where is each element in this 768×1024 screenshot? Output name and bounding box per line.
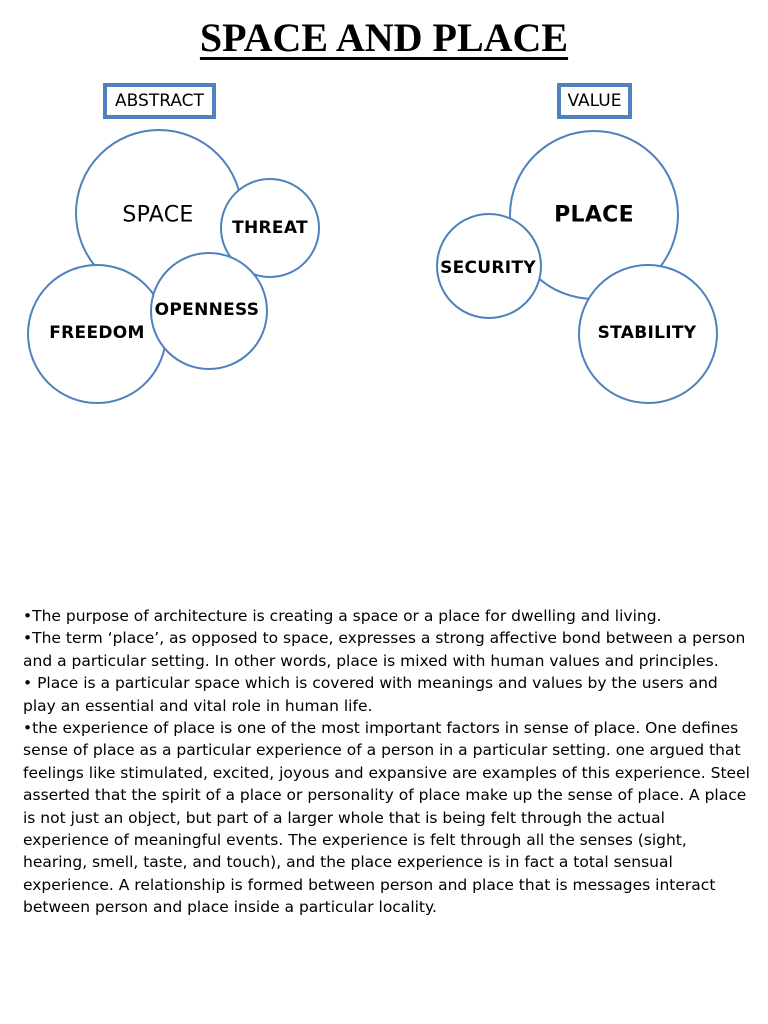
page-title [0, 14, 768, 62]
paragraph: •The purpose of architecture is creating a space or a place for dwelling and living. [23, 607, 662, 625]
paragraph: • Place is a particular space which is covered with meanings and values by the users and play an essential and vital role in human life. [23, 674, 718, 715]
threat-label: THREAT [232, 218, 308, 238]
openness-label: OPENNESS [154, 300, 260, 320]
abstract-tag: ABSTRACT [103, 83, 216, 119]
paragraph: •the experience of place is one of the most important factors in sense of place. One defines sense of place as a particular experience of a person in a particular setting. one argued that feelings like stimulated, excited, joyous and expansive are examples of this experience. Steel asserted that the spirit of a place or personality of place make up the sense of place. A place is not just an object, but part of a larger whole that is being felt through the actual experience of meaningful events. The experience is felt through all the senses (sight, hearing, smell, taste, and touch), and the place experience is in fact a total sensual experience. A relationship is formed between person and place that is messages interact between person and place inside a particular locality. [23, 719, 750, 917]
value-tag: VALUE [557, 83, 632, 119]
freedom-label: FREEDOM [49, 323, 145, 343]
page-title-text: SPACE AND PLACE [199, 15, 569, 60]
stability-label: STABILITY [597, 323, 697, 343]
security-label: SECURITY [440, 258, 536, 278]
body-text [23, 605, 753, 919]
space-label: SPACE [122, 202, 194, 228]
place-label: PLACE [554, 202, 634, 228]
paragraph: •The term ‘place’, as opposed to space, expresses a strong affective bond between a person and a particular setting. In other words, place is mixed with human values and principles. [23, 629, 746, 670]
